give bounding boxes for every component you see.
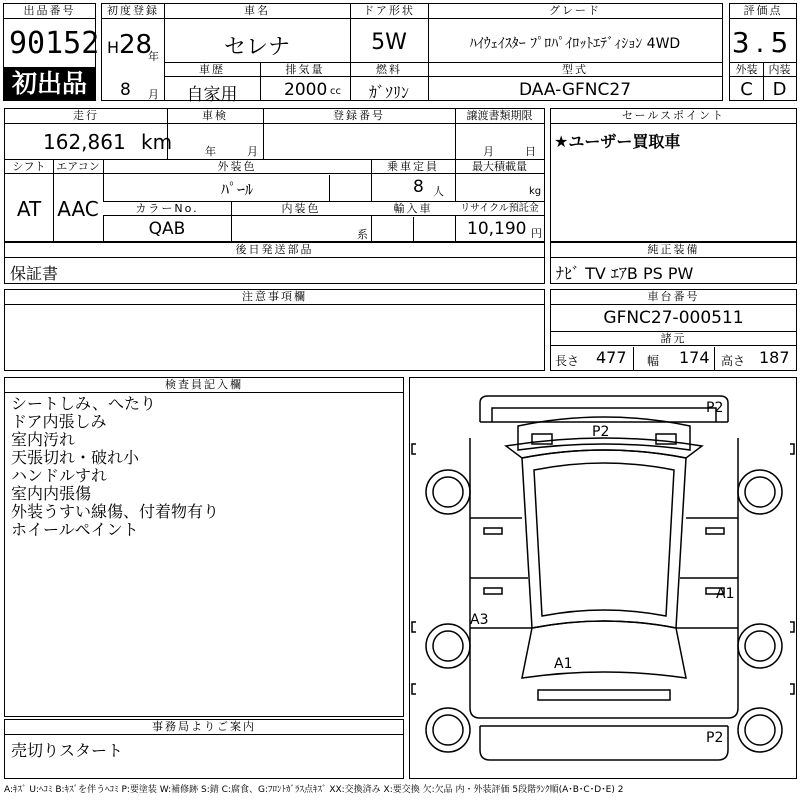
reg-no-header: 登録番号 <box>263 109 455 124</box>
score-box <box>729 3 797 101</box>
capacity-value: 8 <box>413 177 424 197</box>
first-reg-year-unit: 年 <box>148 50 159 63</box>
lot-header: 出品番号 <box>4 4 95 19</box>
mileage-value: 162,861 <box>43 130 126 154</box>
door-header: ドア形状 <box>350 4 428 19</box>
model-value: DAA-GFNC27 <box>518 80 632 100</box>
length-value: 477 <box>596 348 627 367</box>
damage-mark-left-rear-door: A3 <box>470 612 489 628</box>
later-parts-box <box>4 242 545 284</box>
width-value: 174 <box>679 348 710 367</box>
ext-color-header: 外装色 <box>103 159 371 174</box>
recycle-header: リサイクル預託金 <box>455 201 544 216</box>
color-no-header: カラーNo. <box>103 201 231 216</box>
mileage-header: 走行 <box>5 109 167 124</box>
top-info-block <box>101 3 723 105</box>
capacity-header: 乗車定員 <box>371 159 455 174</box>
specs-header: 諸元 <box>551 331 796 346</box>
inspector-header: 検査員記入欄 <box>5 378 403 393</box>
capacity-unit: 人 <box>433 185 444 198</box>
int-score: D <box>772 79 787 100</box>
aircon-header: エアコン <box>53 159 103 174</box>
inspector-line: ドア内張しみ <box>11 412 107 431</box>
sales-point-text: ★ユーザー買取車 <box>554 132 681 151</box>
damage-mark-rear-window: A1 <box>554 656 573 672</box>
transfer-month-unit: 月 <box>483 145 494 158</box>
import-header: 輸入車 <box>371 201 455 216</box>
damage-mark-right-rear-door: A1 <box>716 586 735 602</box>
inspector-box <box>4 377 404 717</box>
fuel-value: ｶﾞｿﾘﾝ <box>368 83 409 102</box>
height-label: 高さ <box>721 354 746 368</box>
lot-number: 90152 <box>9 26 100 61</box>
first-reg-month: 8 <box>120 80 131 100</box>
inspector-lines <box>11 395 219 539</box>
int-header: 内装 <box>763 62 796 77</box>
int-color-header: 内装色 <box>231 201 371 216</box>
notes-box <box>4 289 545 371</box>
ext-header: 外装 <box>730 62 763 77</box>
equipment-header: 純正装備 <box>551 243 796 258</box>
office-box <box>4 719 404 779</box>
inspector-line: ホイールペイント <box>11 520 139 539</box>
inspection-year-unit: 年 <box>205 145 216 158</box>
damage-mark-hood: P2 <box>592 424 610 440</box>
score-header: 評価点 <box>730 4 796 19</box>
inspector-line: 天張切れ・破れ小 <box>11 448 140 467</box>
transfer-header: 譲渡書類期限 <box>455 109 544 124</box>
inspection-month-unit: 月 <box>247 145 258 158</box>
displacement-unit: cc <box>330 86 341 97</box>
damage-legend: A:ｷｽﾞ U:ﾍｺﾐ B:ｷｽﾞを伴うﾍｺﾐ P:要塗装 W:補修跡 S:錆 C:腐食、G:ﾌﾛﾝﾄｶﾞﾗｽ点ｷｽﾞ XX:交換済み X:要交換 欠:欠品 内・外装評価 5段階ﾗﾝｸ順(A･B･C･D･E) 2 <box>4 785 624 795</box>
max-load-unit: kg <box>529 186 542 197</box>
vehicle-details-block <box>4 108 545 242</box>
lot-box <box>3 3 100 101</box>
equipment-box <box>550 242 797 284</box>
height-value: 187 <box>759 348 790 367</box>
aircon-value: AAC <box>57 197 99 221</box>
int-color-unit: 系 <box>357 228 368 241</box>
office-value: 売切りスタート <box>11 741 124 760</box>
car-name-header: 車名 <box>164 4 350 19</box>
history-header: 車歴 <box>164 62 260 77</box>
score-value: 3.5 <box>731 26 795 59</box>
inspector-line: 室内内張傷 <box>11 484 92 503</box>
history-value: 自家用 <box>186 85 238 105</box>
chassis-header: 車台番号 <box>551 290 796 305</box>
inspector-line: ハンドルすれ <box>11 466 108 485</box>
door-value: 5W <box>371 30 407 55</box>
ext-color-value: ﾊﾟｰﾙ <box>220 180 253 199</box>
damage-mark-rear-bumper: P2 <box>706 730 724 746</box>
first-reg-month-unit: 月 <box>148 88 159 101</box>
shift-value: AT <box>16 197 42 221</box>
inspection-header: 車検 <box>167 109 263 124</box>
fuel-header: 燃料 <box>350 62 428 77</box>
color-no-value: QAB <box>148 219 186 239</box>
first-reg-header: 初度登録 <box>102 4 164 19</box>
recycle-value: 10,190 <box>467 219 527 239</box>
grade-header: グレード <box>428 4 722 19</box>
equipment-value: ﾅﾋﾞ TV ｴｱB PS PW <box>556 264 694 283</box>
grade-value: ﾊｲｳｪｲｽﾀｰ ﾌﾟﾛﾊﾟｲﾛｯﾄｴﾃﾞｨｼｮﾝ 4WD <box>469 36 681 52</box>
transfer-day-unit: 日 <box>525 145 536 158</box>
later-parts-header: 後日発送部品 <box>5 243 544 258</box>
office-header: 事務局よりご案内 <box>5 720 403 735</box>
length-label: 長さ <box>555 354 580 368</box>
notes-header: 注意事項欄 <box>5 290 544 305</box>
first-listing-badge: 初出品 <box>4 67 95 100</box>
shift-header: シフト <box>5 159 53 174</box>
displacement-header: 排気量 <box>260 62 350 77</box>
model-header: 型式 <box>428 62 722 77</box>
damage-diagram-box <box>409 377 797 779</box>
recycle-unit: 円 <box>531 227 542 240</box>
mileage-unit: km <box>141 130 173 154</box>
first-reg-era: H <box>107 38 120 57</box>
car-name-value: セレナ <box>223 35 290 60</box>
sales-point-header: セールスポイント <box>551 109 796 124</box>
sales-point-box <box>550 108 797 242</box>
later-parts-value: 保証書 <box>10 264 59 283</box>
width-label: 幅 <box>647 354 660 368</box>
chassis-box <box>550 289 797 371</box>
first-reg-year: 28 <box>119 30 153 60</box>
inspector-line: 外装うすい線傷、付着物有り <box>11 502 220 521</box>
ext-score: C <box>740 79 753 100</box>
displacement-value: 2000 <box>284 80 328 100</box>
max-load-header: 最大積載量 <box>455 159 544 174</box>
inspector-line: 室内汚れ <box>11 430 76 449</box>
damage-mark-front-bumper: P2 <box>706 400 724 416</box>
inspector-line: シートしみ、へたり <box>11 394 156 413</box>
chassis-value: GFNC27-000511 <box>603 308 744 328</box>
